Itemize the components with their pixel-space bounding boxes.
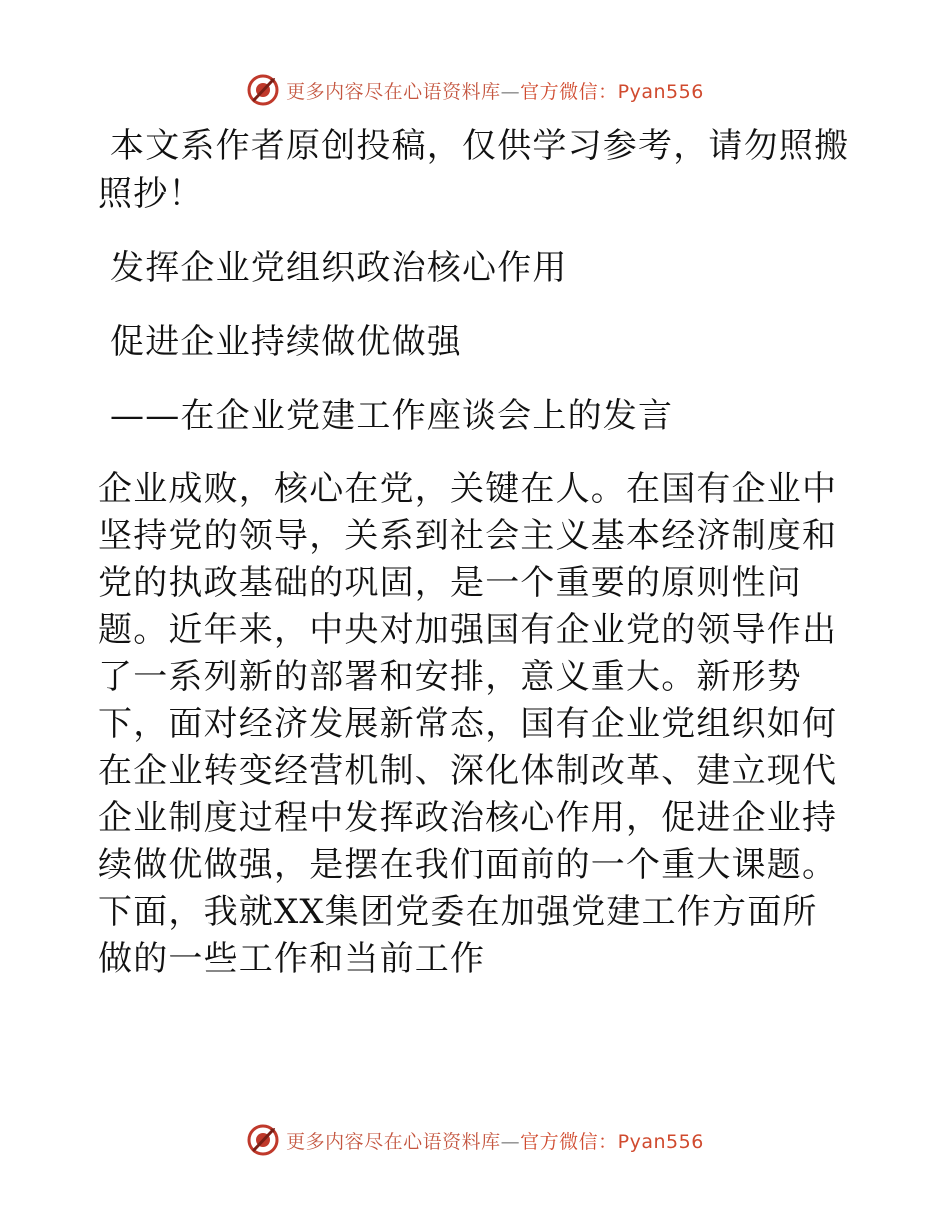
watermark-separator: — xyxy=(500,80,521,103)
brand-logo-icon xyxy=(246,73,280,107)
body-paragraph: 企业成败，核心在党，关键在人。在国有企业中坚持党的领导，关系到社会主义基本经济制度和党的执政基础的巩固，是一个重要的原则性问题。近年来，中央对加强国有企业党的领导作出了一系列新的部署和安排，意义重大。新形势下，面对经济发展新常态，国有企业党组织如何在企业转变经营机制、深化体制改革、建立现代企业制度过程中发挥政治核心作用，促进企业持续做优做强，是摆在我们面前的一个重大课题。下面，我就XX集团党委在加强党建工作方面所做的一些工作和当前工作 xyxy=(98,469,838,979)
brand-logo-icon xyxy=(246,1123,280,1157)
document-title-line-2: 促进企业持续做优做强 xyxy=(110,322,462,362)
document-body xyxy=(98,122,850,983)
copyright-notice: 本文系作者原创投稿，仅供学习参考，请勿照搬照抄！ xyxy=(98,126,850,214)
watermark-text xyxy=(286,77,704,104)
header-watermark xyxy=(246,73,704,107)
watermark-wechat: 官方微信：Pyan556 xyxy=(520,80,704,103)
watermark-separator: — xyxy=(500,1130,521,1153)
watermark-brand: 更多内容尽在心语资料库 xyxy=(286,80,501,103)
footer-watermark xyxy=(246,1123,704,1157)
watermark-brand: 更多内容尽在心语资料库 xyxy=(286,1130,501,1153)
watermark-wechat: 官方微信：Pyan556 xyxy=(520,1130,704,1153)
document-subtitle: ——在企业党建工作座谈会上的发言 xyxy=(110,396,674,436)
watermark-text xyxy=(286,1127,704,1154)
document-title-line-1: 发挥企业党组织政治核心作用 xyxy=(110,248,568,288)
header-watermark-banner xyxy=(0,70,950,110)
footer-watermark-banner xyxy=(0,1120,950,1160)
